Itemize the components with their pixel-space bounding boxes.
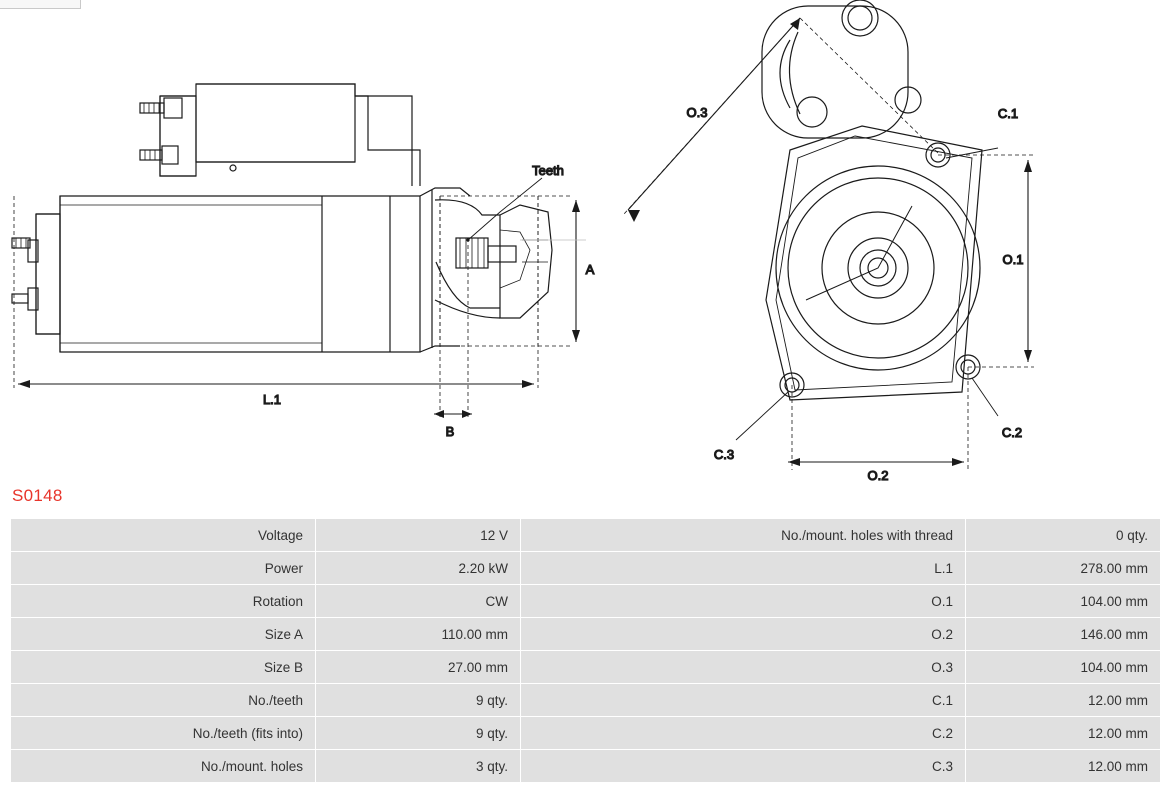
table-row [11, 618, 1161, 651]
front-view-dimension-helpers [624, 18, 1034, 470]
spec-label: C.3 [521, 750, 966, 783]
spec-value: 12.00 mm [966, 684, 1161, 717]
label-c3: C.3 [713, 447, 735, 462]
table-row [11, 585, 1161, 618]
label-b: B [445, 424, 455, 439]
spec-label: O.3 [521, 651, 966, 684]
front-view-group [762, 0, 982, 400]
label-c1: C.1 [997, 106, 1019, 121]
label-o2: O.2 [867, 468, 889, 483]
table-row [11, 684, 1161, 717]
label-teeth: Teeth [532, 163, 564, 178]
spec-value: 278.00 mm [966, 552, 1161, 585]
spec-value: 27.00 mm [316, 651, 521, 684]
spec-label: Voltage [11, 519, 316, 552]
label-c2: C.2 [1001, 425, 1023, 440]
spec-label: Power [11, 552, 316, 585]
spec-label: O.2 [521, 618, 966, 651]
table-row [11, 651, 1161, 684]
spec-value: 0 qty. [966, 519, 1161, 552]
spec-label: C.2 [521, 717, 966, 750]
spec-label: Size A [11, 618, 316, 651]
label-l1: L.1 [262, 392, 282, 407]
table-row [11, 552, 1161, 585]
table-row [11, 519, 1161, 552]
spec-value: 104.00 mm [966, 585, 1161, 618]
spec-value: 12 V [316, 519, 521, 552]
spec-value: 2.20 kW [316, 552, 521, 585]
side-view-group [12, 84, 552, 352]
part-code: S0148 [12, 486, 63, 505]
spec-label: No./teeth (fits into) [11, 717, 316, 750]
spec-value: 104.00 mm [966, 651, 1161, 684]
spec-label: C.1 [521, 684, 966, 717]
label-o1: O.1 [1002, 252, 1024, 267]
spec-value: 146.00 mm [966, 618, 1161, 651]
spec-label: O.1 [521, 585, 966, 618]
front-view-dimension-arrows [628, 18, 1032, 466]
spec-value: 110.00 mm [316, 618, 521, 651]
spec-label: L.1 [521, 552, 966, 585]
spec-value: 12.00 mm [966, 717, 1161, 750]
spec-value: 9 qty. [316, 717, 521, 750]
spec-label: No./mount. holes with thread [521, 519, 966, 552]
spec-label: No./mount. holes [11, 750, 316, 783]
label-o3: O.3 [686, 105, 708, 120]
specifications-table [10, 518, 1161, 783]
spec-value: 12.00 mm [966, 750, 1161, 783]
spec-label: Size B [11, 651, 316, 684]
table-row [11, 717, 1161, 750]
label-a: A [585, 262, 595, 277]
spec-label: Rotation [11, 585, 316, 618]
spec-value: CW [316, 585, 521, 618]
table-row [11, 750, 1161, 783]
spec-value: 9 qty. [316, 684, 521, 717]
spec-label: No./teeth [11, 684, 316, 717]
spec-value: 3 qty. [316, 750, 521, 783]
